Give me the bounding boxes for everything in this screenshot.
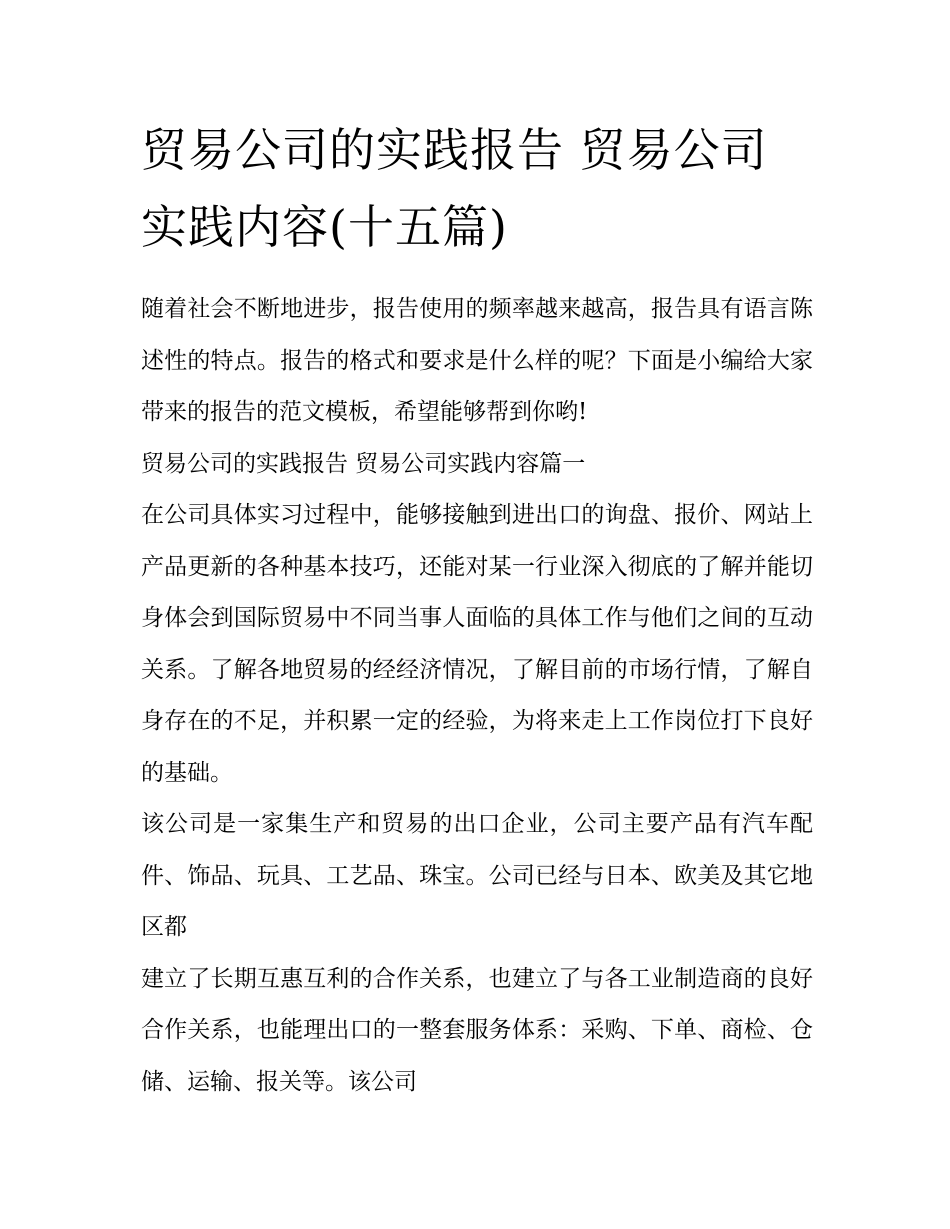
document-title: 贸易公司的实践报告 贸易公司实践内容(十五篇) xyxy=(141,123,768,254)
body-paragraph: 建立了长期互惠互利的合作关系，也建立了与各工业制造商的良好合作关系，也能理出口的一整套服务体系：采购、下单、商检、仓储、运输、报关等。该公司 xyxy=(141,965,813,1095)
document-page xyxy=(141,112,813,1108)
body-paragraph: 在公司具体实习过程中，能够接触到进出口的询盘、报价、网站上产品更新的各种基本技巧，还能对某一行业深入彻底的了解并能切身体会到国际贸易中不同当事人面临的具体工作与他们之间的互动关系。了解各地贸易的经经济情况，了解目前的市场行情，了解自身存在的不足，并积累一定的经验，为将来走上工作岗位打下良好的基础。 xyxy=(141,502,813,786)
document-body xyxy=(141,284,813,1108)
section-heading: 贸易公司的实践报告 贸易公司实践内容篇一 xyxy=(141,450,586,477)
body-paragraph: 该公司是一家集生产和贸易的出口企业，公司主要产品有汽车配件、饰品、玩具、工艺品、珠宝。公司已经与日本、欧美及其它地区都 xyxy=(141,811,813,940)
intro-paragraph: 随着社会不断地进步，报告使用的频率越来越高，报告具有语言陈述性的特点。报告的格式和要求是什么样的呢？下面是小编给大家带来的报告的范文模板，希望能够帮到你哟! xyxy=(141,296,813,425)
